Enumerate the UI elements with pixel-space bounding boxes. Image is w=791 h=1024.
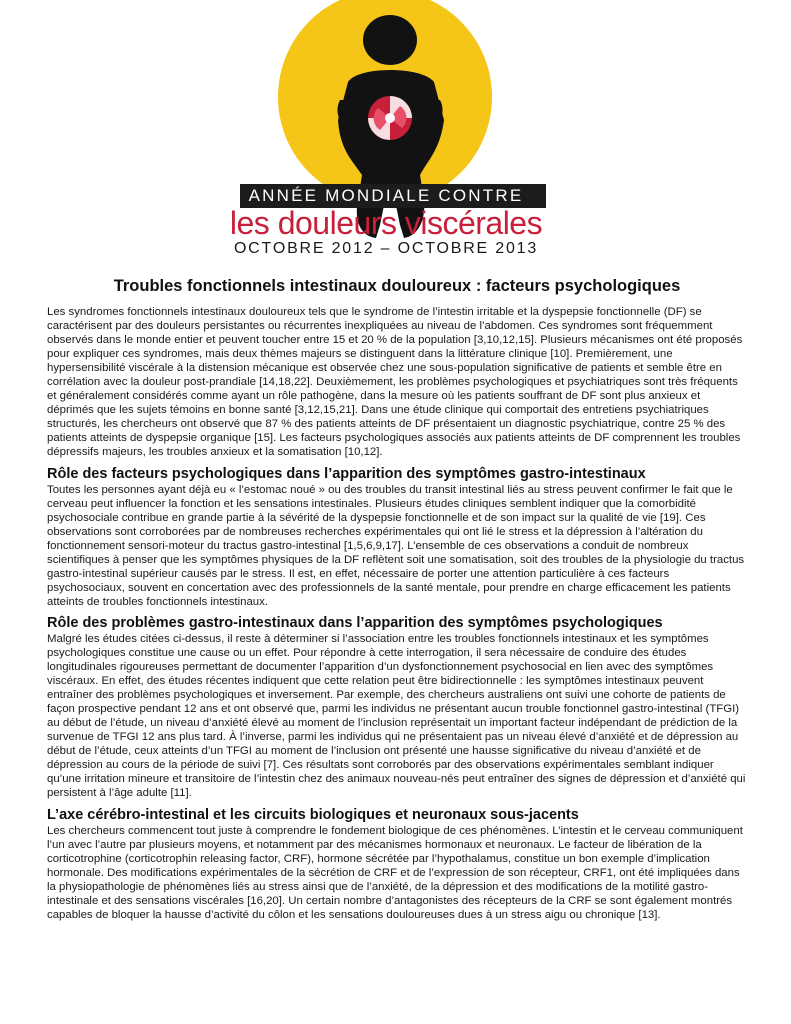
pain-swirl-icon	[368, 96, 412, 140]
intro-paragraph: Les syndromes fonctionnels intestinaux douloureux tels que le syndrome de l’intestin irritable et la dyspepsie fonctionnelle (DF) se caractérisent par des douleurs persistantes ou récurrentes inexpliquées au niveau de l’abdomen. Ces syndromes sont fréquemment observés dans le monde entier et peuvent toucher entre 15 et 20 % de la population [3,10,12,15]. Plusieurs mécanismes ont été proposés pour expliquer ces syndromes, mais deux thèmes majeurs se distinguent dans la littérature clinique [10]. Premièrement, une hypersensibilité viscérale à la distension mécanique est observée chez une sous-population significative de patients et semble être en corrélation avec la douleur post-prandiale [14,18,22]. Deuxièmement, les problèmes psychologiques et psychiatriques sont très fréquents et généralement considérés comme ayant un rôle pathogène, dans la mesure où les patients souffrant de DF sont plus anxieux et déprimés que les sujets témoins en bonne santé [3,12,15,21]. Dans une étude clinique qui comportait des entretiens psychiatriques structurés, les chercheurs ont observé que 87 % des patients atteints de DF présentaient un diagnostic psychiatrique, contre 25 % des patients atteints de dyspepsie organique [15]. Les facteurs psychologiques associés aux patients atteints de DF comprennent les troubles dépressifs majeurs, les troubles anxieux et la somatisation [10,12].	[47, 306, 743, 459]
campaign-logo	[229, 0, 560, 262]
banner-line-3: OCTOBRE 2012 – OCTOBRE 2013	[233, 240, 539, 257]
section-heading-2: Rôle des problèmes gastro-intestinaux dans l’apparition des symptômes psychologiques	[47, 614, 663, 631]
page-title: Troubles fonctionnels intestinaux douloureux : facteurs psychologiques	[113, 277, 681, 295]
section-body-1: Toutes les personnes ayant déjà eu « l’estomac noué » ou des troubles du transit intestinal liés au stress peuvent confirmer le fait que le cerveau peut influencer la fonction et les sensations intestinales. Plusieurs études cliniques semblent indiquer que la comorbidité psychosociale contribue en grande partie à la sévérité de la dyspepsie fonctionnelle et de son impact sur la qualité de vie [19]. Ces observations sont corroborées par de nombreuses recherches expérimentales qui ont lié le stress et la dépression à l’altération du fonctionnement sensori-moteur du tractus gastro-intestinal [1,5,6,9,17]. L’ensemble de ces observations a conduit de nombreux scientifiques à penser que les symptômes physiques de la DF reflètent soit une somatisation, soit des troubles de la physiologie du tractus gastro-intestinal supérieur causés par le stress. Il est, en effet, nécessaire de porter une attention particulière à ces facteurs psychosociaux, souvent en concertation avec des professionnels de la santé mentale, pour prendre en charge efficacement les patients atteints de troubles fonctionnels intestinaux.	[47, 483, 745, 608]
section-body-3: Les chercheurs commencent tout juste à comprendre le fondement biologique de ces phénomènes. L’intestin et le cerveau communiquent l’un avec l’autre par plusieurs moyens, et notamment par des mécanismes hormonaux et neuronaux. Le facteur de libération de la corticotrophine (corticotrophin releasing factor, CRF), hormone sécrétée par l’hypothalamus, constitue un bon exemple d’implication hormonale. Des modifications expérimentales de la sécrétion de CRF et de l’expression de son récepteur, CRF1, ont été impliquées dans la physiopathologie de phénomènes liés au stress ainsi que de l’anxiété, de la dépression et des modifications de la motilité gastro-intestinale et des sensations viscérales [16,20]. Un certain nombre d’antagonistes des récepteurs de la CRF se sont également montrés capables de bloquer la hausse d’activité du côlon et les sensations douloureuses dues à un stress aigu ou chronique [13].	[47, 824, 743, 921]
section-body-2: Malgré les études citées ci-dessus, il reste à déterminer si l’association entre les troubles fonctionnels intestinaux et les symptômes psychologiques constitue une cause ou un effet. Pour répondre à cette interrogation, il sera nécessaire de conduire des études longitudinales rigoureuses permettant de documenter l’apparition d’un dysfonctionnement psychosocial en lien avec des symptômes viscéraux. En effet, des études récentes indiquent que cette relation peut être bidirectionnelle : les symptômes intestinaux peuvent entraîner des problèmes psychologiques et inversement. Par exemple, des chercheurs australiens ont suivi une cohorte de patients de façon prospective pendant 12 ans et ont observé que, parmi les individus ne présentant aucun trouble fonctionnel gastro-intestinal (TFGI) au début de l’étude, un niveau d’anxiété élevé au moment de l’inclusion représentait un important facteur indépendant de prédiction de la survenue de TFGI 12 ans plus tard. À l’inverse, parmi les individus qui ne présentaient pas un niveau élevé d’anxiété et de dépression au début de l’étude, ceux atteints d’un TFGI au moment de l’inclusion ont présenté une hausse significative du niveau d’anxiété et de dépression au cours de la période de suivi [7]. Ces résultats sont corroborés par des observations expérimentales semblant indiquer qu’une irritation mineure et transitoire de l’intestin chez des animaux nouveau-nés peut entraîner des signes de dépression et d’anxiété qui persistent à l’âge adulte [11].	[47, 632, 746, 800]
section-heading-3: L’axe cérébro-intestinal et les circuits biologiques et neuronaux sous-jacents	[47, 806, 579, 823]
article	[47, 276, 747, 922]
banner-line-1: ANNÉE MONDIALE CONTRE	[248, 186, 524, 205]
banner-line-2: les douleurs viscérales	[229, 205, 543, 241]
section-heading-1: Rôle des facteurs psychologiques dans l’apparition des symptômes gastro-intestinaux	[47, 465, 646, 482]
